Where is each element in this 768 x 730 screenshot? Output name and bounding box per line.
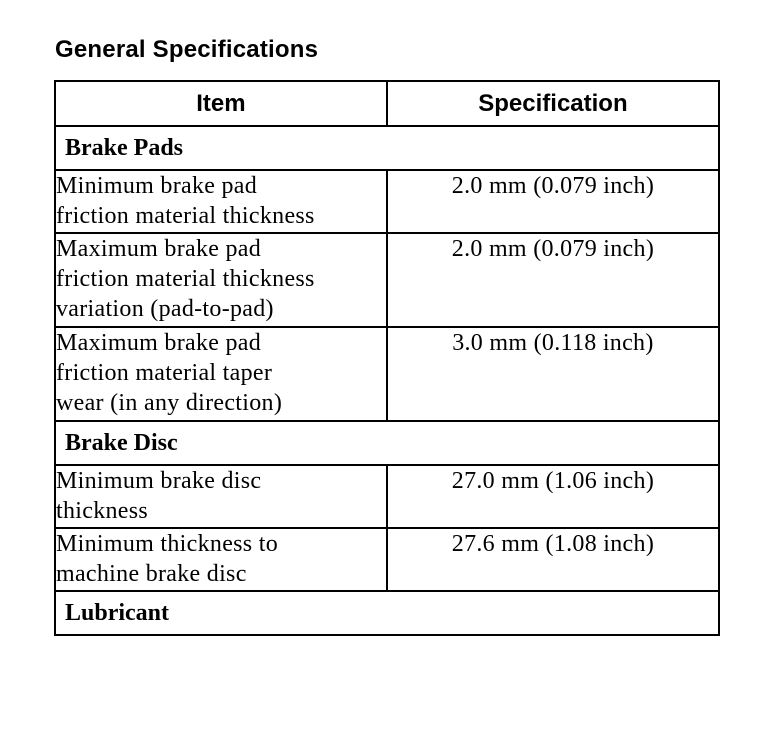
specification-value: 2.0 mm (0.079 inch) — [387, 170, 719, 233]
item-cell — [55, 528, 387, 591]
table-row — [55, 233, 719, 327]
column-header-item: Item — [55, 81, 387, 126]
item-cell — [55, 170, 387, 233]
section-heading: Brake Disc — [55, 421, 719, 465]
item-text-line: Maximum brake pad — [56, 330, 262, 356]
section-heading: Brake Pads — [55, 126, 719, 170]
specification-value: 27.0 mm (1.06 inch) — [387, 465, 719, 528]
section-row-brake-disc — [55, 421, 719, 465]
document-title: General Specifications — [55, 36, 319, 63]
item-text-line: thickness — [56, 498, 149, 524]
table-header-row — [55, 81, 719, 126]
section-row-brake-pads — [55, 126, 719, 170]
specification-value: 27.6 mm (1.08 inch) — [387, 528, 719, 591]
item-cell — [55, 233, 387, 327]
section-heading: Lubricant — [55, 591, 719, 635]
table-row — [55, 465, 719, 528]
specification-value: 2.0 mm (0.079 inch) — [387, 233, 719, 327]
item-cell — [55, 327, 387, 421]
item-text-line: Minimum brake disc — [56, 468, 262, 494]
item-text-line: Minimum brake pad — [56, 173, 258, 199]
item-text-line: friction material taper — [56, 360, 273, 386]
item-cell — [55, 465, 387, 528]
item-text-line: machine brake disc — [56, 561, 247, 587]
table-row — [55, 327, 719, 421]
specifications-table — [54, 80, 720, 636]
table-row — [55, 170, 719, 233]
specification-value: 3.0 mm (0.118 inch) — [387, 327, 719, 421]
item-text-line: Maximum brake pad — [56, 236, 262, 262]
item-text-line: friction material thickness — [56, 266, 315, 292]
item-text-line: variation (pad-to-pad) — [56, 296, 274, 322]
item-text-line: Minimum thickness to — [56, 531, 278, 557]
item-text-line: wear (in any direction) — [56, 390, 283, 416]
table-row — [55, 528, 719, 591]
item-text-line: friction material thickness — [56, 203, 315, 229]
column-header-specification: Specification — [387, 81, 719, 126]
section-row-lubricant — [55, 591, 719, 635]
